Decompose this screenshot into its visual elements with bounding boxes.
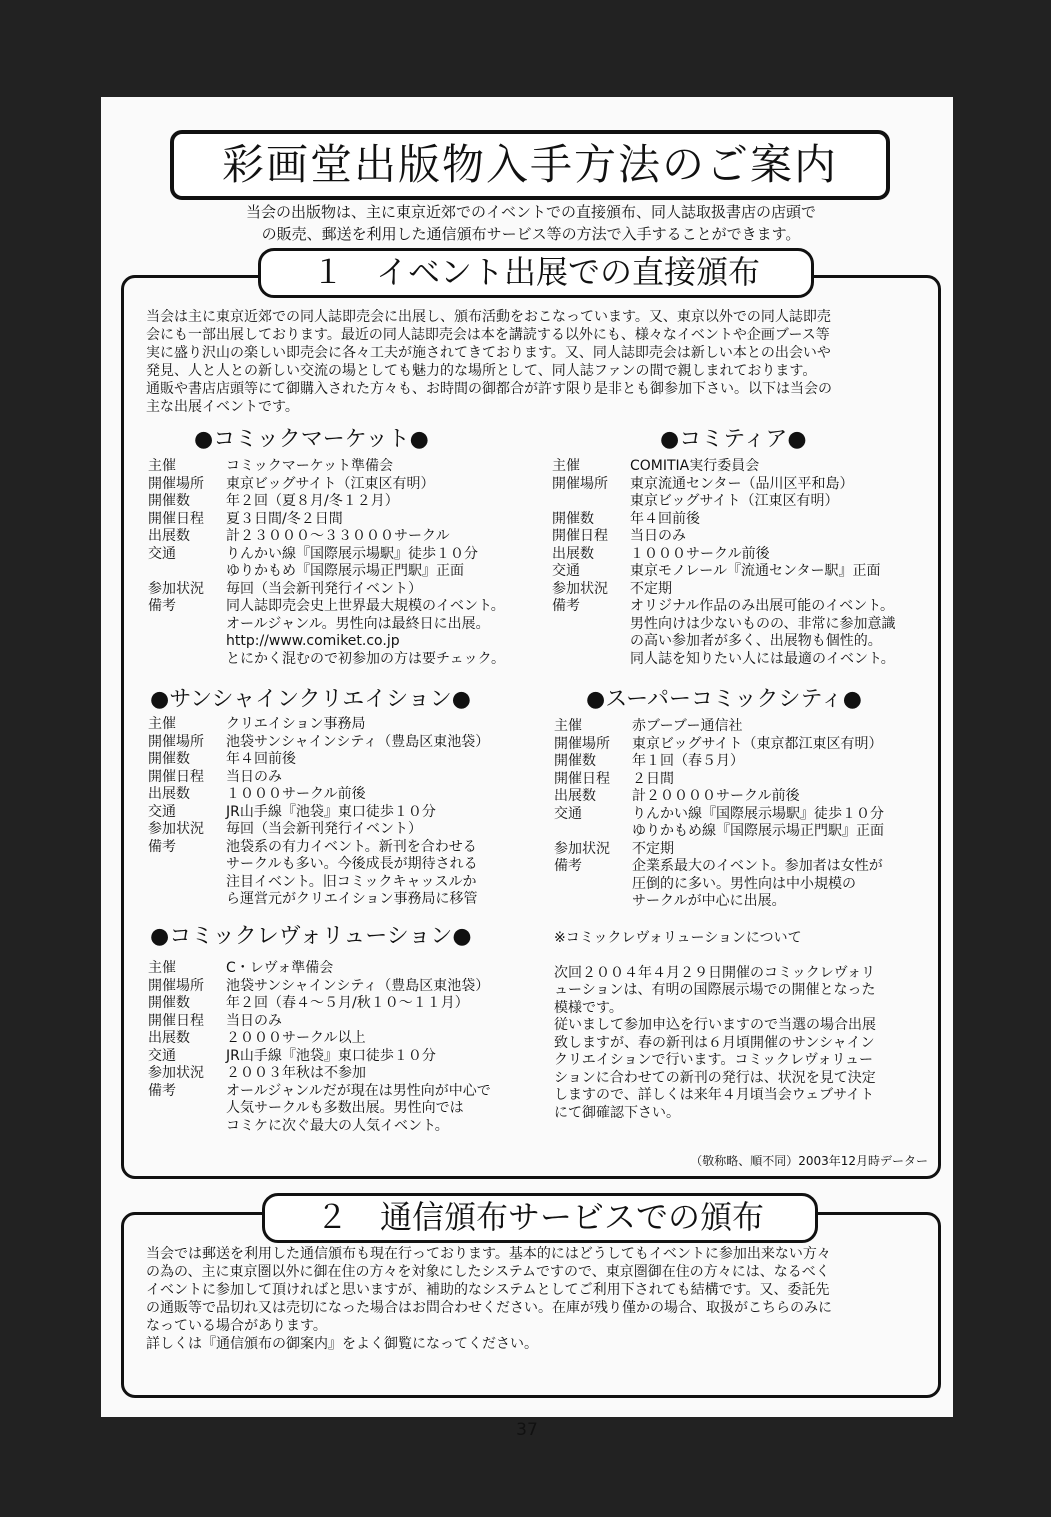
event-detail-row <box>552 598 895 668</box>
detail-value: １０００サークル前後 <box>630 545 770 562</box>
detail-key: 交通 <box>148 1047 176 1064</box>
detail-key: 主催 <box>554 718 582 734</box>
detail-key: 交通 <box>148 545 176 562</box>
event-detail-row <box>554 788 884 806</box>
detail-key: 開催場所 <box>148 977 204 994</box>
detail-key: 交通 <box>148 803 176 820</box>
event-title: ●コミックマーケット● <box>194 427 429 452</box>
detail-value: ２０００サークル以上 <box>226 1030 366 1046</box>
event-detail-row <box>148 581 505 599</box>
detail-value: JR山手線『池袋』東口徒歩１０分 <box>226 1047 436 1064</box>
detail-key: 開催場所 <box>148 733 204 750</box>
event-details-table <box>148 960 491 1135</box>
revolution-note: ※コミックレヴォリューションについて 次回２００４年４月２９日開催のコミックレヴォリ ューションは、有明の国際展示場での開催となった 模様です。 従いまして参加申込を行いますので当選の場合出展 致しますが、春の新刊は６月頃開催のサンシャイン クリエイションで行います。コミックレヴォリュー ションに合わせての新刊の発行は、状況を見て決定 しますので、詳しくは来年４月頃当会ウェブサイト にて御確認下さい。 <box>554 930 876 1121</box>
detail-key: 参加状況 <box>148 1065 204 1081</box>
detail-key: 備考 <box>148 1082 176 1099</box>
detail-value: 年４回前後 <box>226 751 296 767</box>
detail-key: 出展数 <box>148 528 190 544</box>
detail-value: 赤ブーブー通信社 <box>632 718 743 734</box>
detail-value: 同人誌即売会史上世界最大規模のイベント。 オールジャンル。男性向は最終日に出展。 http://www.comiket.co.jp とにかく混むので初参加の方は要チェック。 <box>226 598 506 667</box>
event-detail-row <box>552 528 895 546</box>
detail-value: りんかい線『国際展示場駅』徒歩１０分 ゆりかもめ線『国際展示場正門駅』正面 <box>632 805 884 839</box>
detail-key: 開催場所 <box>552 475 608 492</box>
event-detail-row <box>552 476 895 511</box>
detail-key: 主催 <box>148 458 176 474</box>
detail-key: 開催数 <box>552 510 594 527</box>
detail-value: 東京ビッグサイト（江東区有明） <box>226 475 435 492</box>
detail-key: 参加状況 <box>148 580 204 597</box>
detail-key: 備考 <box>554 858 582 874</box>
event-detail-row <box>554 736 884 754</box>
detail-value: 当日のみ <box>226 768 282 785</box>
detail-key: 開催日程 <box>148 1012 204 1029</box>
detail-value: コミックマーケット準備会 <box>226 458 394 474</box>
event-detail-row <box>148 476 505 494</box>
event-detail-row <box>148 751 489 769</box>
event-detail-row <box>148 804 489 822</box>
detail-key: 備考 <box>148 838 176 855</box>
event-detail-row <box>148 1030 491 1048</box>
event-detail-row <box>552 458 895 476</box>
event-detail-row <box>552 563 895 581</box>
detail-value: 年１回（春５月） <box>632 753 744 769</box>
event-detail-row <box>554 718 884 736</box>
detail-key: 開催数 <box>148 751 190 767</box>
detail-key: 開催数 <box>148 493 190 509</box>
event-detail-row <box>148 734 489 752</box>
detail-value: 不定期 <box>630 580 672 597</box>
detail-value: 当日のみ <box>226 1012 282 1029</box>
detail-value: 東京流通センター（品川区平和島） 東京ビッグサイト（江東区有明） <box>630 475 854 509</box>
section-2-heading: ２ 通信頒布サービスでの頒布 <box>262 1193 818 1243</box>
event-detail-row <box>148 1065 491 1083</box>
data-footnote: （敬称略、順不同）2003年12月時データー <box>690 1154 928 1168</box>
detail-value: ２日間 <box>632 770 674 787</box>
detail-value: １０００サークル前後 <box>226 786 366 802</box>
detail-value: ２００３年秋は不参加 <box>226 1065 366 1081</box>
event-detail-row <box>148 1048 491 1066</box>
event-details-table <box>554 718 884 911</box>
detail-value: COMITIA実行委員会 <box>630 458 760 474</box>
event-details-table <box>148 458 505 668</box>
event-detail-row <box>552 581 895 599</box>
detail-value: クリエイション事務局 <box>226 716 366 732</box>
event-detail-row <box>148 960 491 978</box>
document-page <box>101 97 953 1440</box>
event-title: ●スーパーコミックシティ● <box>586 687 862 712</box>
event-detail-row <box>148 716 489 734</box>
note-title: ※コミックレヴォリューションについて <box>554 930 802 946</box>
detail-value: 毎回（当会新刊発行イベント） <box>226 580 422 597</box>
event-detail-row <box>552 511 895 529</box>
intro-text: 当会の出版物は、主に東京近郊でのイベントでの直接頒布、同人誌取扱書店の店頭で の販売、郵送を利用した通信頒布サービス等の方法で入手することができます。 <box>245 203 816 243</box>
detail-key: 開催日程 <box>552 528 608 544</box>
event-detail-row <box>148 1013 491 1031</box>
detail-key: 開催場所 <box>554 735 610 752</box>
event-detail-row <box>148 995 491 1013</box>
event-title: ●コミックレヴォリューション● <box>150 924 472 949</box>
detail-value: 企業系最大のイベント。参加者は女性が 圧倒的に多い。男性向は中小規模の サークルが中心に出展。 <box>632 858 883 909</box>
event-detail-row <box>148 546 505 581</box>
event-detail-row <box>148 769 489 787</box>
event-detail-row <box>148 493 505 511</box>
detail-value: 年４回前後 <box>630 510 700 527</box>
detail-value: JR山手線『池袋』東口徒歩１０分 <box>226 803 436 820</box>
detail-key: 交通 <box>554 805 582 822</box>
detail-key: 出展数 <box>554 788 596 804</box>
detail-value: 年２回（夏８月/冬１２月） <box>226 493 399 509</box>
detail-key: 開催日程 <box>554 770 610 787</box>
detail-value: 計２３０００～３３０００サークル <box>226 528 450 544</box>
detail-key: 主催 <box>148 716 176 732</box>
detail-value: 夏３日間/冬２日間 <box>226 510 343 527</box>
detail-value: りんかい線『国際展示場駅』徒歩１０分 ゆりかもめ『国際展示場正門駅』正面 <box>226 545 478 579</box>
detail-value: オリジナル作品のみ出展可能のイベント。 男性向けは少ないものの、非常に参加意識 の高い参加者が多く、出展物も個性的。 同人誌を知りたい人には最適のイベント。 <box>630 598 896 667</box>
event-detail-row <box>148 821 489 839</box>
detail-value: 計２００００サークル前後 <box>632 788 800 804</box>
detail-value: 東京ビッグサイト（東京都江東区有明） <box>632 735 883 752</box>
event-detail-row <box>554 841 884 859</box>
event-detail-row <box>148 978 491 996</box>
detail-key: 主催 <box>148 960 176 976</box>
event-detail-row <box>148 1083 491 1136</box>
event-detail-row <box>554 771 884 789</box>
detail-value: C・レヴォ準備会 <box>226 960 334 976</box>
event-detail-row <box>554 806 884 841</box>
detail-key: 主催 <box>552 458 580 474</box>
section-1-heading: １ イベント出展での直接頒布 <box>258 248 814 298</box>
detail-value: 東京モノレール『流通センター駅』正面 <box>630 563 881 579</box>
detail-value: 池袋サンシャインシティ（豊島区東池袋） <box>226 977 490 994</box>
detail-value: 不定期 <box>632 840 674 857</box>
detail-value: 池袋系の有力イベント。新刊を合わせる サークルも多い。今後成長が期待される 注目イベント。旧コミックキャッスルか ら運営元がクリエイション事務局に移管 <box>226 838 478 907</box>
event-detail-row <box>148 528 505 546</box>
event-detail-row <box>148 458 505 476</box>
detail-value: 池袋サンシャインシティ（豊島区東池袋） <box>226 733 490 750</box>
page-title: 彩画堂出版物入手方法のご案内 <box>170 130 890 200</box>
detail-value: 当日のみ <box>630 528 686 544</box>
event-detail-row <box>148 839 489 909</box>
detail-key: 開催数 <box>148 995 190 1011</box>
event-detail-row <box>148 511 505 529</box>
detail-value: オールジャンルだが現在は男性向が中心で 人気サークルも多数出展。男性向では コミケに次ぐ最大の人気イベント。 <box>226 1082 491 1134</box>
section-event-distribution <box>121 253 941 1179</box>
section-mail-order <box>121 1198 941 1398</box>
section-1-paragraph: 当会は主に東京近郊での同人誌即売会に出展し、頒布活動をおこなっています。又、東京以外での同人誌即売 会にも一部出展しております。最近の同人誌即売会は本を講読する以外にも、様々なイベントや企画ブース等 実に盛り沢山の楽しい即売会に各々工夫が施されてきております。又、同人誌即売会は新しい本との出会いや 発見、人と人との新しい交流の場としても魅力的な場所として、同人誌ファンの間で親しまれております。 通販や書店店頭等にて御購入された方々も、お時間の御都合が許す限り是非とも御参加下さい。以下は当会の 主な出展イベントです。 <box>146 309 832 415</box>
detail-key: 備考 <box>552 598 580 614</box>
event-details-table <box>552 458 895 668</box>
detail-key: 参加状況 <box>148 821 204 837</box>
detail-key: 出展数 <box>148 786 190 802</box>
detail-key: 出展数 <box>552 545 594 562</box>
detail-value: 毎回（当会新刊発行イベント） <box>226 821 422 837</box>
event-detail-row <box>554 753 884 771</box>
detail-key: 備考 <box>148 598 176 614</box>
event-title: ●コミティア● <box>660 427 807 452</box>
event-title: ●サンシャインクリエイション● <box>150 687 471 712</box>
event-detail-row <box>554 858 884 911</box>
event-detail-row <box>148 598 505 668</box>
detail-key: 開催数 <box>554 753 596 769</box>
detail-key: 開催日程 <box>148 510 204 527</box>
detail-key: 出展数 <box>148 1030 190 1046</box>
detail-key: 参加状況 <box>554 840 610 857</box>
detail-key: 開催場所 <box>148 475 204 492</box>
event-details-table <box>148 716 489 909</box>
detail-key: 参加状況 <box>552 580 608 597</box>
event-detail-row <box>148 786 489 804</box>
detail-value: 年２回（春４～５月/秋１０～１１月） <box>226 995 469 1011</box>
section-2-paragraph: 当会では郵送を利用した通信頒布も現在行っております。基本的にはどうしてもイベントに参加出来ない方々 の為の、主に東京圏以外に御在住の方々を対象にしたシステムですので、東京圏御在住の方々には、なるべく イベントに参加して頂ければと思いますが、補助的なシステムとしてご利用下されても結構です。又、委託先 の通販等で品切れ又は売切になった場合はお問合わせください。在庫が残り僅かの場合、取扱がこちらのみに なっている場合があります。 詳しくは『通信頒布の御案内』をよく御覧になってください。 <box>146 1246 832 1352</box>
detail-key: 交通 <box>552 563 580 579</box>
page-number: 37 <box>516 1420 538 1440</box>
event-detail-row <box>552 546 895 564</box>
detail-key: 開催日程 <box>148 768 204 785</box>
